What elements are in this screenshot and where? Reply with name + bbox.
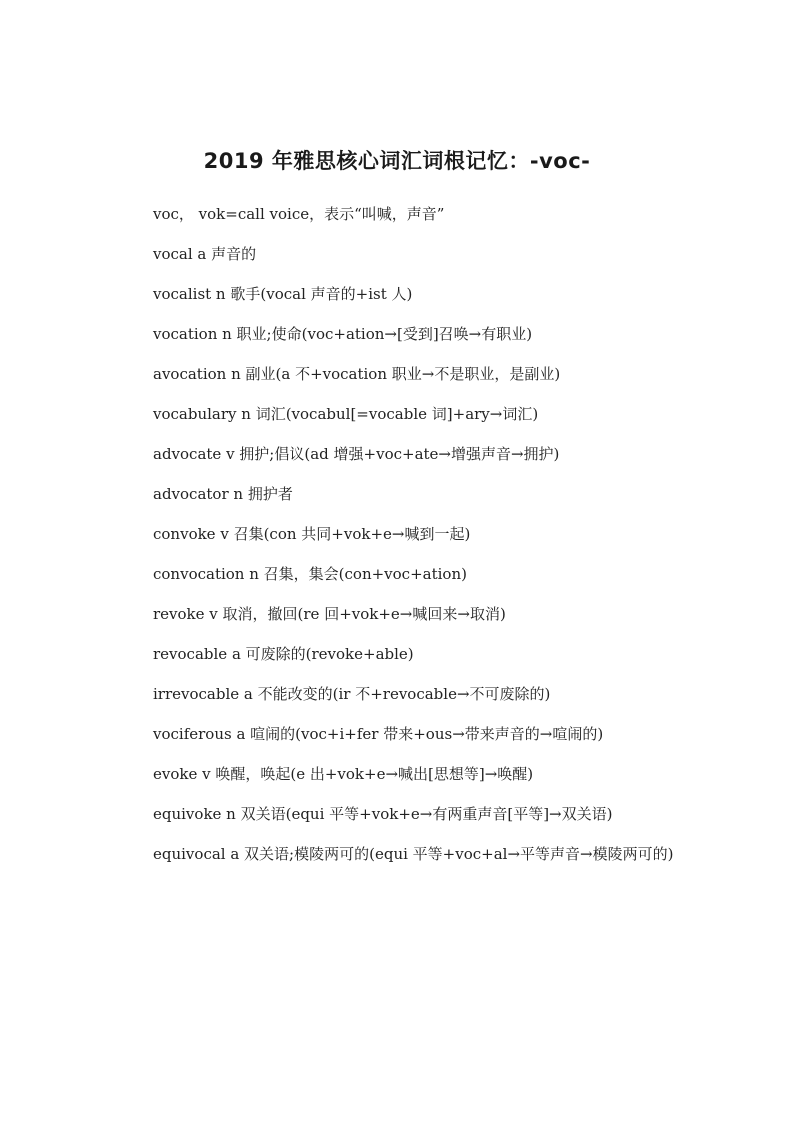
list-item: irrevocable a 不能改变的(ir 不+revocable→不可废除的) [153, 685, 551, 703]
list-item: vocal a 声音的 [153, 245, 257, 263]
list-item: vocalist n 歌手(vocal 声音的+ist 人) [153, 285, 413, 303]
list-item: convocation n 召集，集会(con+voc+ation) [153, 565, 467, 583]
list-item: equivoke n 双关语(equi 平等+vok+e→有两重声音[平等]→双关语) [153, 805, 613, 823]
list-item: vociferous a 喧闹的(voc+i+fer 带来+ous→带来声音的→喧闹的) [153, 725, 604, 743]
list-item: vocation n 职业;使命(voc+ation→[受到]召唤→有职业) [153, 325, 533, 343]
list-item: avocation n 副业(a 不+vocation 职业→不是职业，是副业) [153, 365, 561, 383]
list-item: revoke v 取消，撤回(re 回+vok+e→喊回来→取消) [153, 605, 506, 623]
list-item: evoke v 唤醒，唤起(e 出+vok+e→喊出[思想等]→唤醒) [153, 765, 534, 783]
list-item: convoke v 召集(con 共同+vok+e→喊到一起) [153, 525, 471, 543]
list-item-header: voc， vok=call voice，表示“叫喊，声音” [153, 205, 445, 223]
list-item: vocabulary n 词汇(vocabul[=vocable 词]+ary→词汇) [153, 405, 539, 423]
page-title: 2019 年雅思核心词汇词根记忆：-voc- [203, 149, 591, 173]
list-item: revocable a 可废除的(revoke+able) [153, 645, 414, 663]
vocabulary-list [118, 202, 678, 882]
list-item: advocate v 拥护;倡议(ad 增强+voc+ate→增强声音→拥护) [153, 445, 560, 463]
list-item: advocator n 拥护者 [153, 485, 293, 503]
list-item: equivocal a 双关语;模陵两可的(equi 平等+voc+al→平等声音→模陵两可的) [153, 845, 674, 863]
